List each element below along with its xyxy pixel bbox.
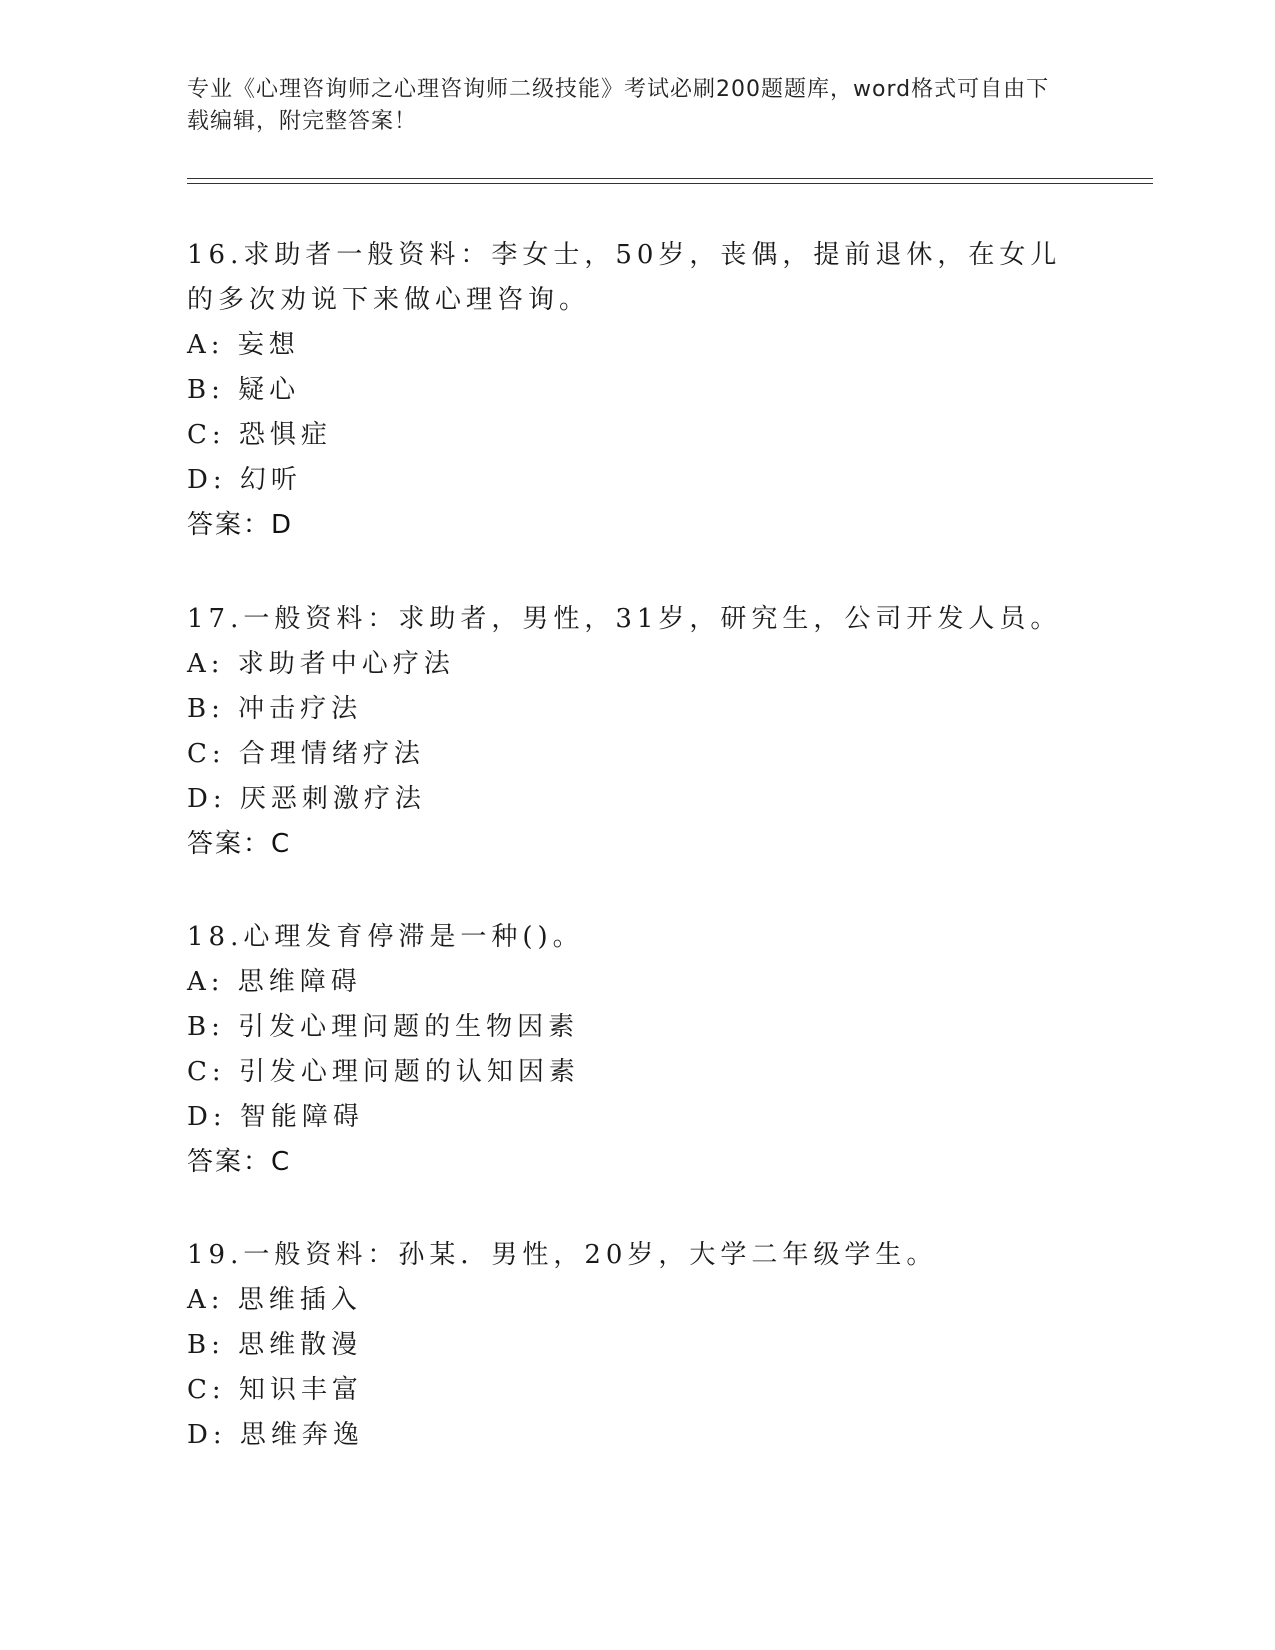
answer: 答案：C	[187, 829, 292, 859]
option-d: D: 智能障碍	[187, 1102, 364, 1132]
question-stem: 18.心理发育停滞是一种()。	[187, 922, 584, 952]
header-divider-bottom	[187, 183, 1153, 184]
question-18	[187, 915, 1087, 1185]
question-17	[187, 597, 1087, 867]
option-c: C: 引发心理问题的认知因素	[187, 1057, 580, 1087]
option-d: D: 幻听	[187, 465, 302, 495]
question-stem: 17.一般资料：求助者，男性，31岁，研究生，公司开发人员。	[187, 604, 1062, 634]
header-divider-top	[187, 178, 1153, 179]
option-a: A: 思维障碍	[187, 967, 362, 997]
option-c: C: 恐惧症	[187, 420, 332, 450]
question-16	[187, 233, 1087, 548]
question-19	[187, 1233, 1087, 1458]
option-a: A: 思维插入	[187, 1285, 362, 1315]
option-b: B: 疑心	[187, 375, 301, 405]
option-c: C: 知识丰富	[187, 1375, 363, 1405]
question-stem: 16.求助者一般资料：李女士，50岁，丧偶，提前退休，在女儿的多次劝说下来做心理咨询。	[187, 240, 1062, 315]
answer: 答案：C	[187, 1147, 292, 1177]
option-a: A: 妄想	[187, 330, 300, 360]
option-c: C: 合理情绪疗法	[187, 739, 425, 769]
question-stem: 19.一般资料：孙某．男性，20岁，大学二年级学生。	[187, 1240, 938, 1270]
option-b: B: 思维散漫	[187, 1330, 363, 1360]
option-b: B: 冲击疗法	[187, 694, 363, 724]
option-b: B: 引发心理问题的生物因素	[187, 1012, 580, 1042]
option-d: D: 厌恶刺激疗法	[187, 784, 426, 814]
option-a: A: 求助者中心疗法	[187, 649, 455, 679]
document-header: 专业《心理咨询师之心理咨询师二级技能》考试必刷200题题库，word格式可自由下载编辑，附完整答案！	[187, 77, 1050, 134]
answer: 答案：D	[187, 510, 294, 540]
option-d: D: 思维奔逸	[187, 1420, 364, 1450]
